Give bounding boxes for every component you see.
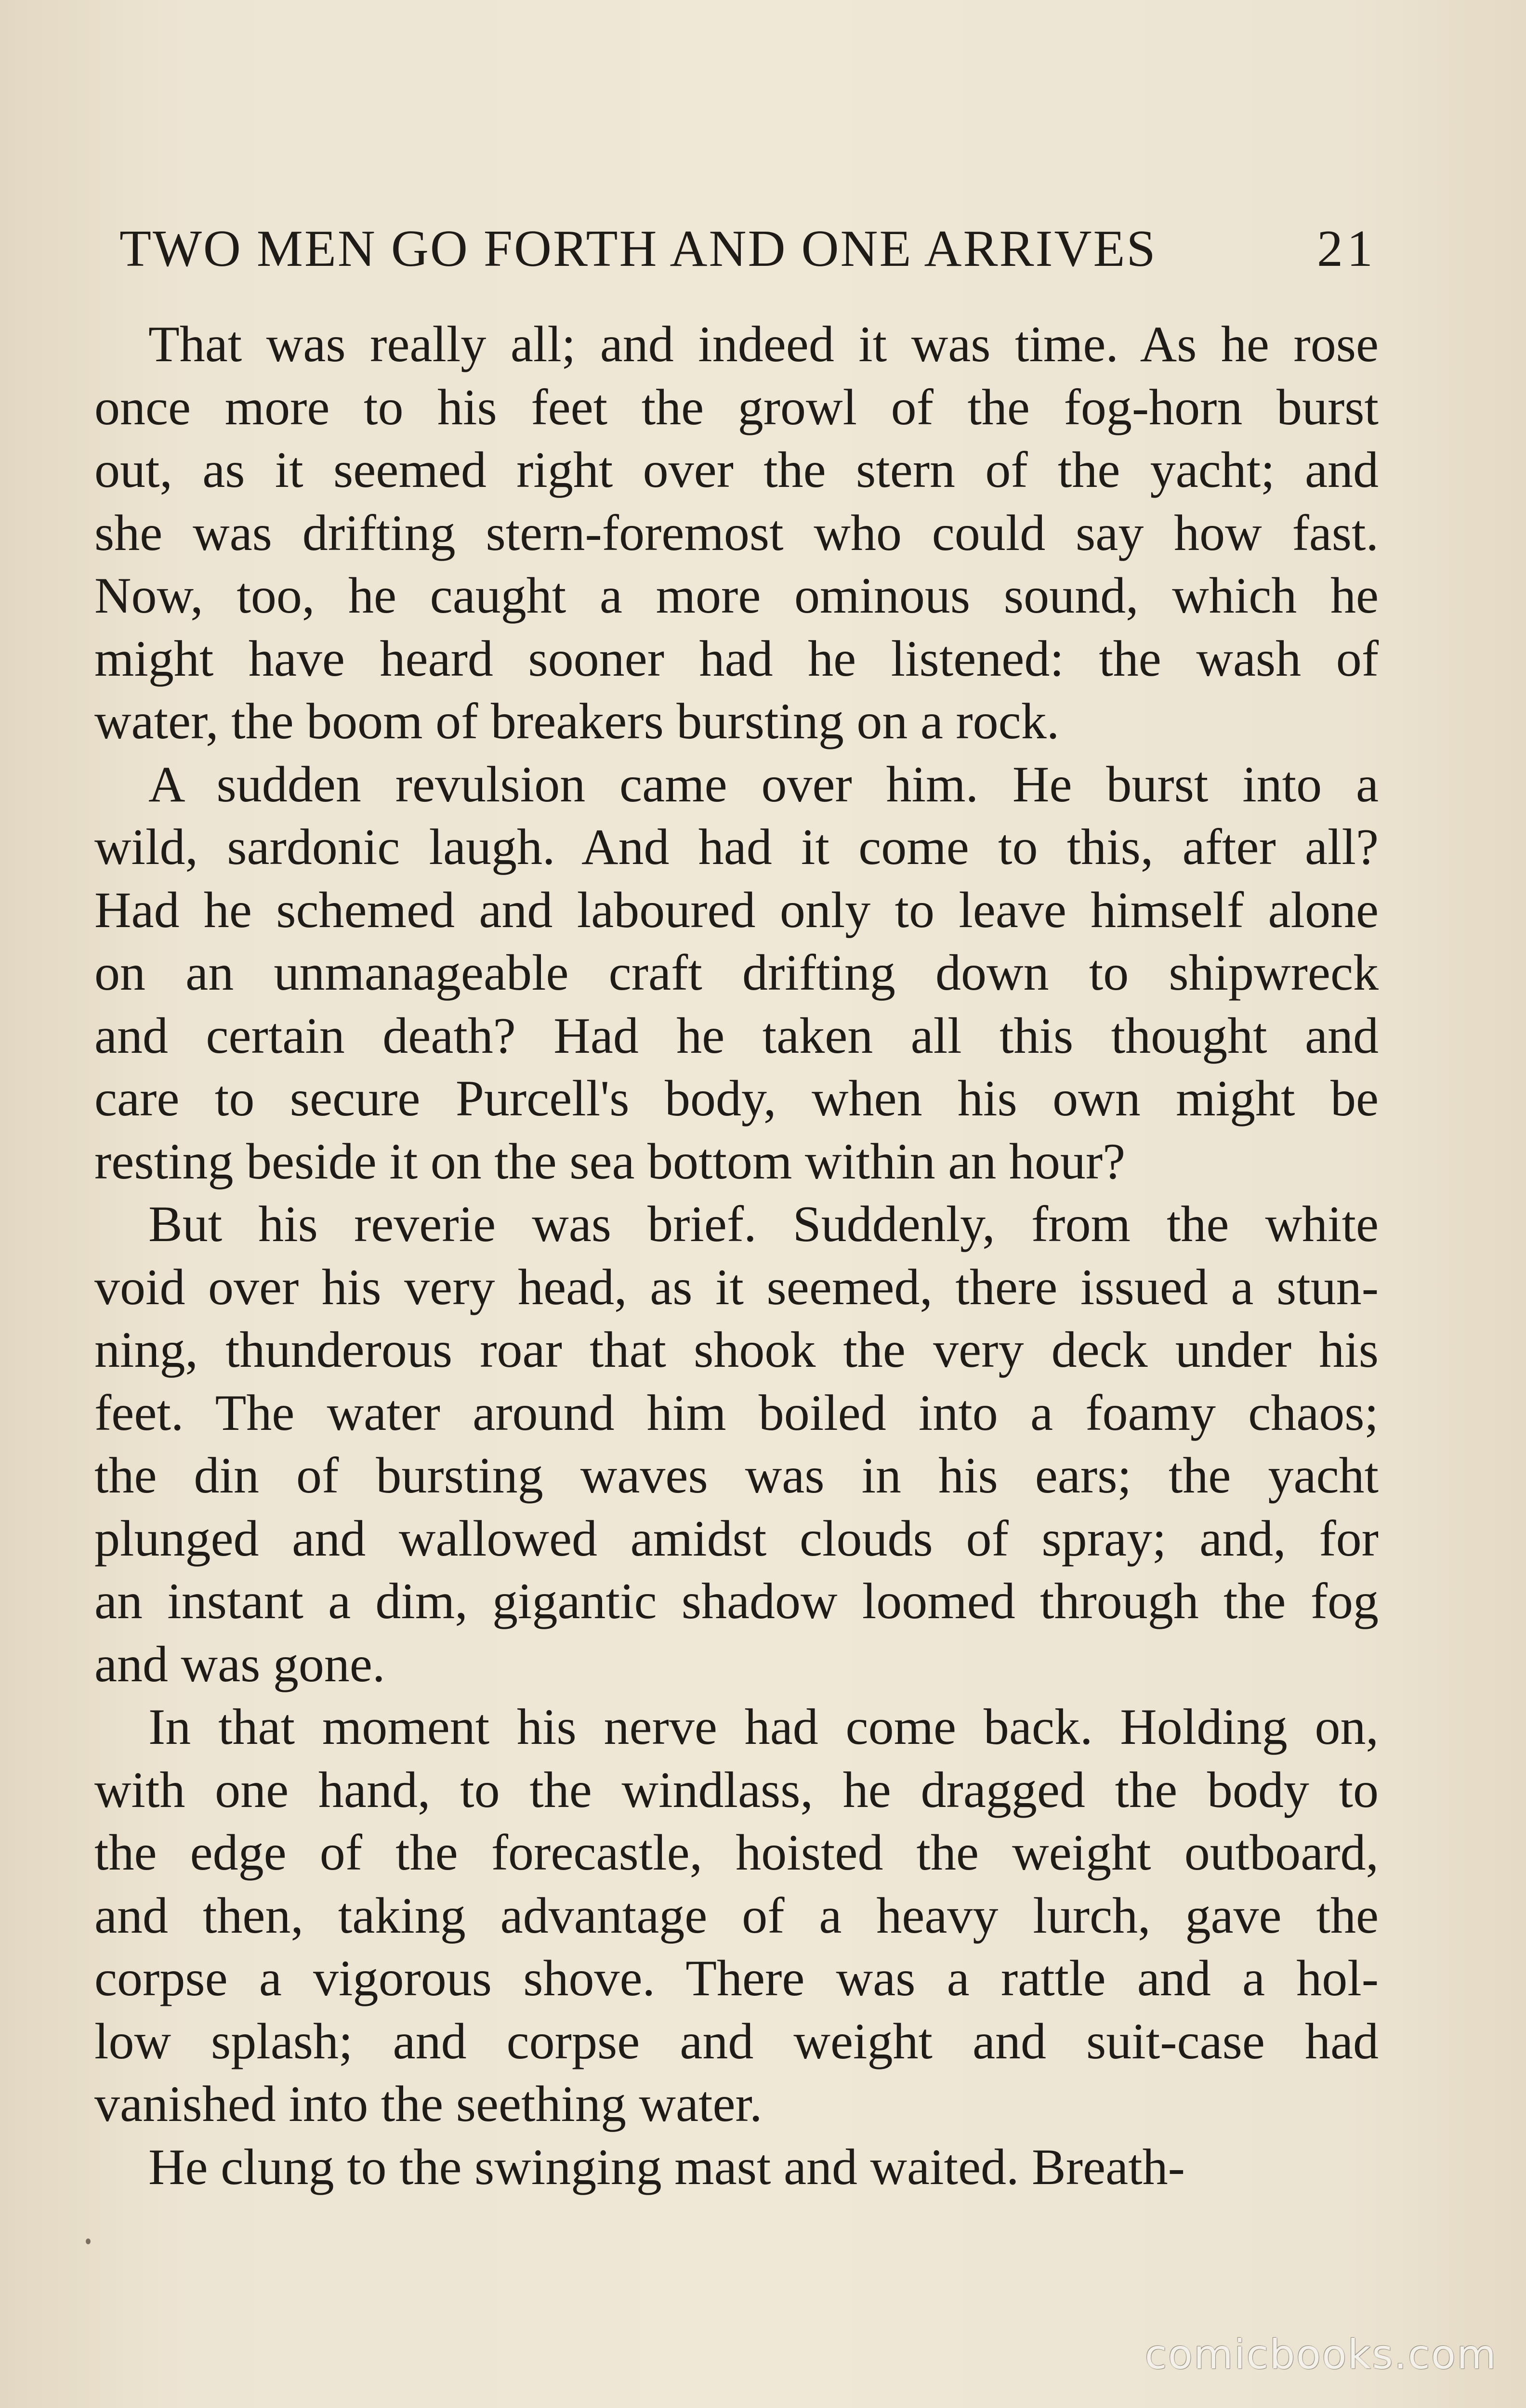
page-number: 21 bbox=[1317, 220, 1377, 277]
text-line: In that moment his nerve had come back. Holding on, bbox=[148, 1699, 1379, 1755]
text-line: Now, too, he caught a more ominous sound, which he bbox=[94, 567, 1379, 624]
paragraph bbox=[94, 753, 1379, 1193]
text-line: void over his very head, as it seemed, there issued a stun- bbox=[94, 1258, 1379, 1315]
text-line: out, as it seemed right over the stern of the yacht; and bbox=[94, 442, 1379, 498]
text-line: an instant a dim, gigantic shadow loomed through the fog bbox=[94, 1573, 1379, 1629]
text-line: corpse a vigorous shove. There was a rattle and a hol- bbox=[94, 1950, 1379, 2006]
text-line: and certain death? Had he taken all this thought and bbox=[94, 1007, 1379, 1064]
text-line: wild, sardonic laugh. And had it come to this, after all? bbox=[94, 819, 1379, 875]
paragraph bbox=[94, 1193, 1379, 1696]
text-line: He clung to the swinging mast and waited. Breath- bbox=[148, 2138, 1185, 2195]
watermark: comicbooks.com bbox=[1144, 2331, 1497, 2378]
text-line: But his reverie was brief. Suddenly, from the white bbox=[148, 1196, 1379, 1252]
text-line: with one hand, to the windlass, he dragged the body to bbox=[94, 1761, 1379, 1818]
text-line: the din of bursting waves was in his ears; the yacht bbox=[94, 1447, 1379, 1504]
text-line: resting beside it on the sea bottom within an hour? bbox=[94, 1133, 1126, 1190]
text-line: plunged and wallowed amidst clouds of spray; and, for bbox=[94, 1510, 1379, 1567]
text-line: and was gone. bbox=[94, 1636, 385, 1692]
text-line: low splash; and corpse and weight and suit-case had bbox=[94, 2013, 1379, 2069]
paper-speck bbox=[86, 2238, 91, 2244]
text-line: ning, thunderous roar that shook the very deck under his bbox=[94, 1322, 1379, 1378]
running-head bbox=[119, 219, 1377, 279]
paragraph bbox=[94, 1696, 1379, 2136]
text-line: Had he schemed and laboured only to leave himself alone bbox=[94, 881, 1379, 938]
paragraph bbox=[94, 2136, 1379, 2199]
text-line: once more to his feet the growl of the fog-horn burst bbox=[94, 379, 1379, 435]
text-line: and then, taking advantage of a heavy lurch, gave the bbox=[94, 1887, 1379, 1944]
text-line: A sudden revulsion came over him. He burst into a bbox=[148, 756, 1379, 812]
text-line: she was drifting stern-foremost who could say how fast. bbox=[94, 504, 1379, 561]
text-line: the edge of the forecastle, hoisted the weight outboard, bbox=[94, 1824, 1379, 1881]
text-line: That was really all; and indeed it was time. As he rose bbox=[148, 316, 1379, 372]
body-text bbox=[94, 313, 1379, 2199]
paragraph bbox=[94, 313, 1379, 753]
chapter-title: TWO MEN GO FORTH AND ONE ARRIVES bbox=[119, 220, 1157, 277]
text-line: might have heard sooner had he listened: the wash of bbox=[94, 630, 1379, 687]
text-line: water, the boom of breakers bursting on a rock. bbox=[94, 693, 1060, 749]
text-line: vanished into the seething water. bbox=[94, 2076, 763, 2132]
text-line: feet. The water around him boiled into a foamy chaos; bbox=[94, 1384, 1379, 1441]
text-line: on an unmanageable craft drifting down to shipwreck bbox=[94, 944, 1379, 1001]
text-line: care to secure Purcell's body, when his own might be bbox=[94, 1070, 1379, 1126]
